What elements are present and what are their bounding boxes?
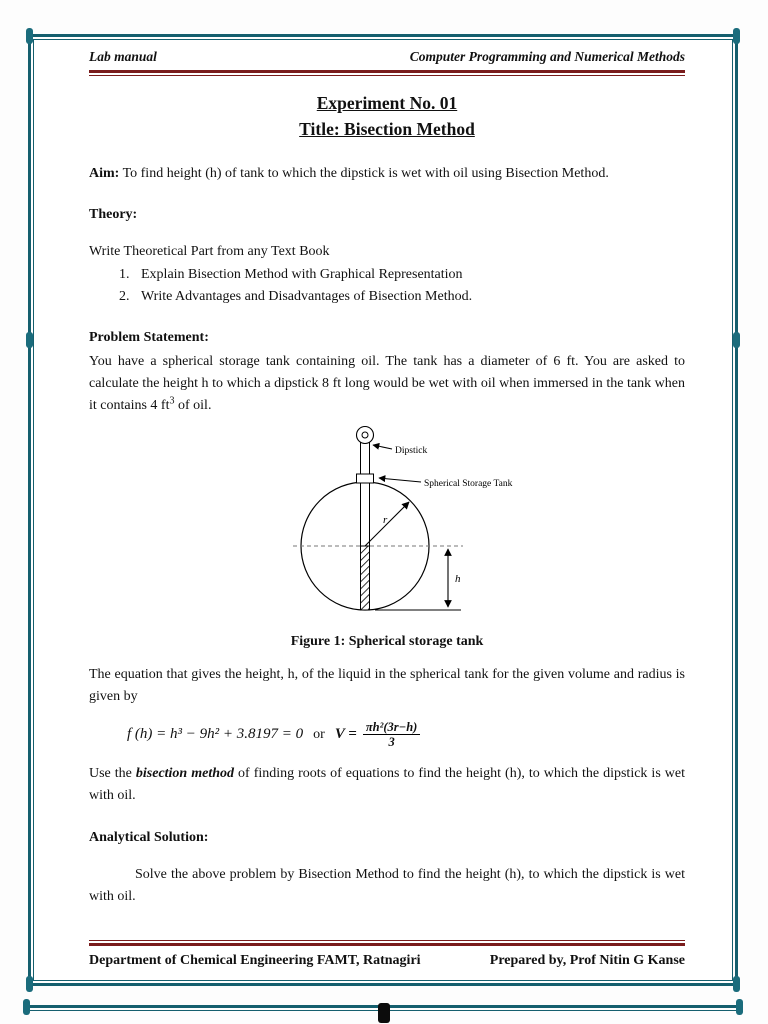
border-ornament [736,999,743,1015]
analytical-heading: Analytical Solution: [89,829,209,845]
fraction-denominator: 3 [388,735,395,750]
running-footer [89,940,685,969]
footer-right: Prepared by, Prof Nitin G Kanse [489,953,685,968]
problem-superscript: 3 [169,394,175,406]
experiment-number-title: Experiment No. 01 [316,93,458,113]
use-text-after: of finding roots of equations to find the height (h), to which the dipstick is wet with oil. [89,766,685,804]
header-rule [89,70,685,76]
aim-paragraph [89,163,685,185]
equation-or: or [313,726,325,742]
border-ornament [23,999,30,1015]
dipstick-label: Dipstick [395,446,428,457]
tank-collar [357,474,374,483]
problem-text-end: of oil. [174,397,212,413]
equation-intro: The equation that gives the height, h, of the liquid in the spherical tank for the given volume and radius is given by [89,667,685,704]
header-right: Computer Programming and Numerical Methods [409,49,685,64]
border-ornament [26,28,33,44]
theory-list [119,264,685,307]
list-text: Write Advantages and Disadvantages of Bisection Method. [141,288,473,304]
border-ornament [733,28,740,44]
header-left: Lab manual [89,49,157,64]
problem-paragraph [89,351,685,416]
equation-fraction [363,720,421,750]
list-number: 1. [119,266,130,282]
page-content [89,49,685,907]
equation-main: f (h) = h³ − 9h² + 3.8197 = 0 [127,726,304,743]
experiment-name-title: Title: Bisection Method [299,119,475,140]
list-item [119,264,685,286]
footer-rule [89,940,685,946]
page-gap-marker [378,1003,390,1023]
border-ornament [733,976,740,992]
fraction-numerator: πh²(3r−h) [363,720,421,735]
tank-label: Spherical Storage Tank [424,479,513,490]
equation-row [127,720,685,750]
tank-callout-arrow [379,478,421,482]
aim-label: Aim: [89,165,120,181]
wet-section-hatched [361,546,370,610]
aim-text: To find height (h) of tank to which the dipstick is wet with oil using Bisection Method. [119,165,609,181]
theory-intro: Write Theoretical Part from any Text Book [89,244,330,260]
footer-left: Department of Chemical Engineering FAMT, Ratnagiri [89,953,421,968]
list-item [119,286,685,308]
problem-heading: Problem Statement: [89,330,209,346]
equation-v-lhs: V = [334,726,357,743]
problem-text-start: You have a spherical storage tank containing oil. The tank has a diameter of 6 ft. You are asked to calculate the height h to which a dipstick 8 ft long would be wet with oil when immersed in the tank when it contains 4 ft [89,354,685,413]
dipstick-callout-arrow [373,445,392,449]
analytical-paragraph: Solve the above problem by Bisection Method to find the height (h), to which the dipstick is wet with oil. [89,866,685,904]
use-text-before: Use the [89,766,136,782]
use-paragraph [89,763,685,806]
list-text: Explain Bisection Method with Graphical Representation [141,266,463,282]
border-ornament [733,332,740,348]
figure-caption: Figure 1: Spherical storage tank [290,634,484,650]
use-emphasis: bisection method [135,766,235,782]
theory-heading: Theory: [89,207,138,223]
running-header [89,49,685,65]
radius-label: r [383,514,388,527]
dipstick-handle-hole [362,432,368,438]
figure [89,424,685,630]
border-ornament [26,976,33,992]
list-number: 2. [119,288,130,304]
border-ornament [26,332,33,348]
h-label: h [455,573,461,586]
page-border [28,34,738,986]
tank-diagram [235,424,565,630]
